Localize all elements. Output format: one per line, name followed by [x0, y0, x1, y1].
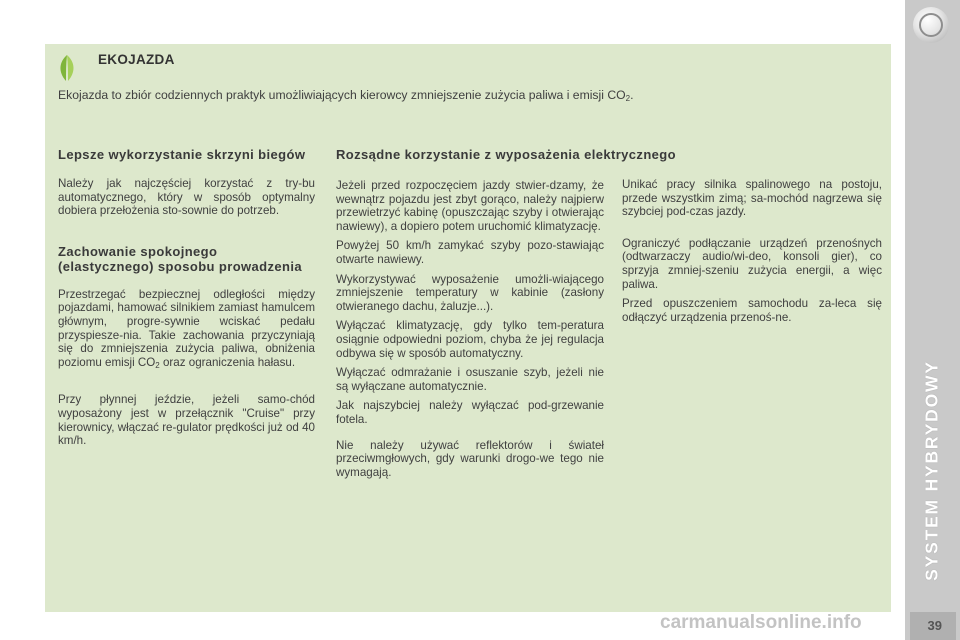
chapter-title: SYSTEM HYBRYDOWY: [921, 360, 942, 581]
paragraph-foglights: Nie należy używać reflektorów i świateł przeciwmgłowych, gdy warunki drogo-we tego nie wymagają.: [336, 438, 604, 479]
paragraph-windows: Powyżej 50 km/h zamykać szyby pozo-stawiając otwarte nawiewy.: [336, 239, 604, 266]
paragraph-seat-heating: Jak najszybciej należy wyłączać pod-grzewanie fotela.: [336, 399, 604, 426]
heading-smooth-driving: Zachowanie spokojnego (elastycznego) sposobu prowadzenia: [58, 243, 303, 274]
page-number-tab: [910, 612, 956, 640]
paragraph-equipment: Wykorzystywać wyposażenie umożli-wiającego zmniejszenie temperatury w kabinie (zasłony otwieranego dachu, żaluzje...).: [336, 272, 604, 313]
intro-text: Ekojazda to zbiór codziennych praktyk umożliwiających kierowcy zmniejszenie zużycia paliwa i emisji $CO_2$.: [58, 88, 634, 103]
column-right: [622, 178, 882, 330]
section-title: EKOJAZDA: [98, 52, 175, 67]
paragraph-defrost: Wyłączać odmrażanie i osuszanie szyb, jeżeli nie są wyłączane automatycznie.: [336, 366, 604, 393]
heading-gearbox: Lepsze wykorzystanie skrzyni biegów: [58, 147, 306, 162]
paragraph-disconnect: Przed opuszczeniem samochodu za-leca się odłączyć urządzenia przenoś-ne.: [622, 297, 882, 324]
watermark: carmanualsonline.info: [660, 612, 862, 633]
heading-electrical: Rozsądne korzystanie z wyposażenia elektrycznego: [336, 147, 676, 162]
paragraph-smooth-driving: Przestrzegać bezpiecznej odległości między pojazdami, hamować silnikiem zamiast hamulcem głównym, progre-sywnie wciskać pedału przyspiesze-nia. Takie zachowania przyczyniają się do zmniejszenia zużycia paliwa, obniżenia poziomu emisji $CO_2$ oraz ograniczenia hałasu.: [58, 287, 315, 370]
paragraph-ventilate: Jeżeli przed rozpoczęciem jazdy stwier-dzamy, że wewnątrz pojazdu jest zbyt gorąco, należy najpierw przewietrzyć kabinę (opuszczając szyby i otwierając nawiewy), a dopiero potem uruchomić klimatyzację.: [336, 179, 604, 233]
paragraph-idle: Unikać pracy silnika spalinowego na postoju, przede wszystkim zimą; sa-mochód nagrzewa się szybciej pod-czas jazdy.: [622, 178, 882, 219]
paragraph-aircon: Wyłączać klimatyzację, gdy tylko tem-peratura osiągnie odpowiedni poziom, chyba że jej regulacja odbywa się w sposób automatyczny.: [336, 319, 604, 360]
column-left: [58, 147, 315, 454]
paragraph-cruise: Przy płynnej jeździe, jeżeli samo-chód wyposażony jest w przełącznik "Cruise" przy kierownicy, włączać re-gulator prędkości już od 40 km/h.: [58, 393, 315, 448]
chapter-circle-ring: [919, 13, 943, 37]
paragraph-gearbox: Należy jak najczęściej korzystać z try-bu automatycznego, który w sposób optymalny dobiera przełożenia sto-sownie do potrzeb.: [58, 177, 315, 218]
leaf-icon: [56, 54, 78, 82]
page-number: 39: [927, 618, 942, 633]
paragraph-devices: Ograniczyć podłączanie urządzeń przenośnych (odtwarzaczy audio/wi-deo, konsoli gier), co sprzyja zmniej-szeniu zużycia energii, a więc paliwa.: [622, 236, 882, 291]
column-middle: [336, 147, 676, 485]
